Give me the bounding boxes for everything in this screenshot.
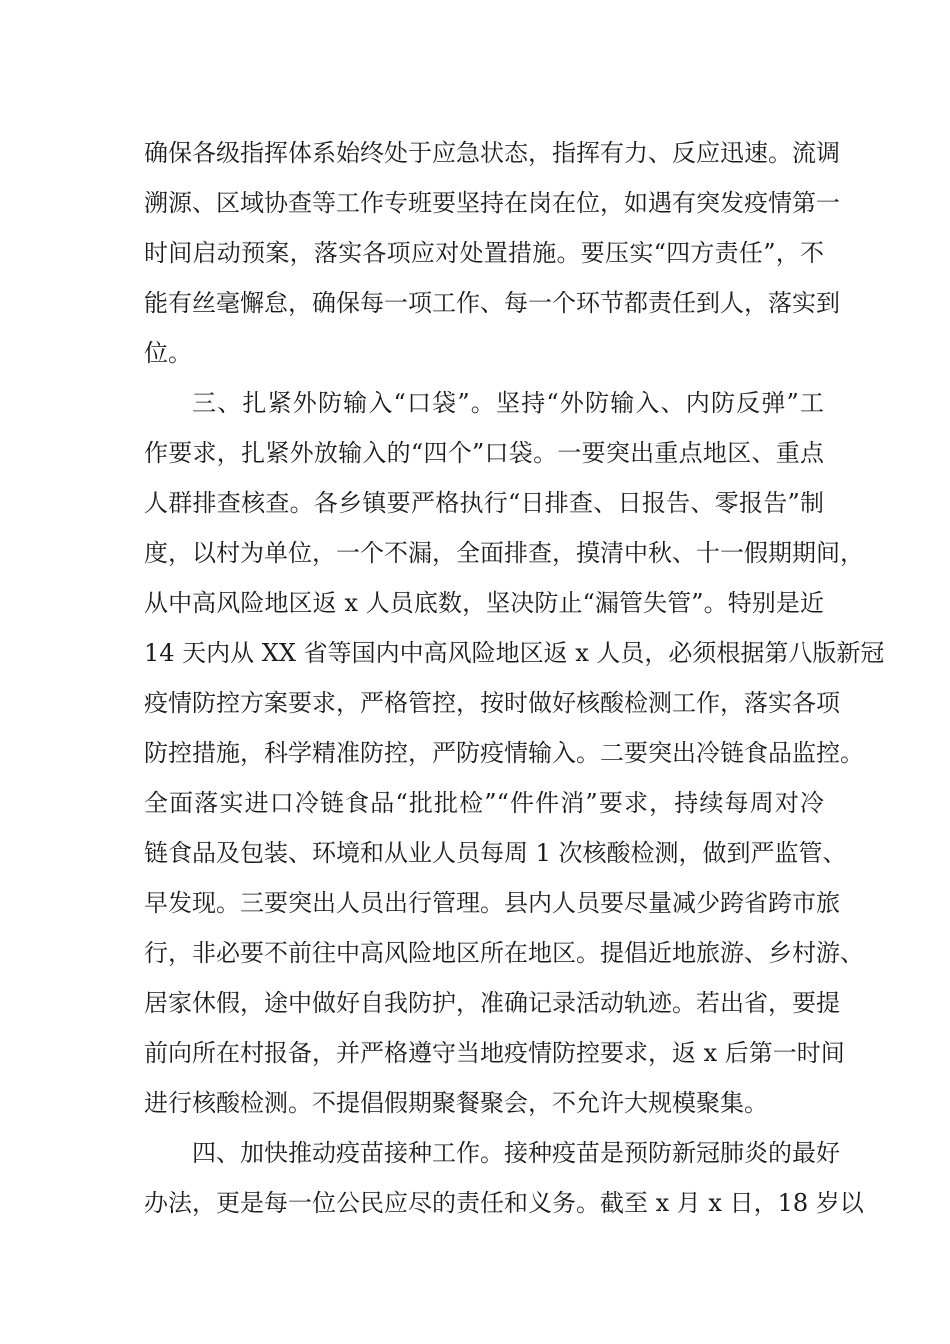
text-line: 前向所在村报备，并严格遵守当地疫情防控要求，返 x 后第一时间 [144, 1039, 845, 1067]
text-line: 度，以村为单位，一个不漏，全面排查，摸清中秋、十一假期期间， [144, 539, 864, 567]
text-line: 办法，更是每一位公民应尽的责任和义务。截至 x 月 x 日，18 岁以 [144, 1189, 864, 1217]
text-line: 14 天内从 XX 省等国内中高风险地区返 x 人员，必须根据第八版新冠 [144, 639, 885, 667]
text-line: 早发现。三要突出人员出行管理。县内人员要尽量减少跨省跨市旅 [144, 889, 840, 917]
text-line: 能有丝毫懈怠，确保每一项工作、每一个环节都责任到人，落实到 [144, 289, 840, 317]
text-line: 作要求，扎紧外放输入的“四个”口袋。一要突出重点地区、重点 [144, 439, 824, 467]
text-line: 疫情防控方案要求，严格管控，按时做好核酸检测工作，落实各项 [144, 689, 840, 717]
text-line: 溯源、区域协查等工作专班要坚持在岗在位，如遇有突发疫情第一 [144, 189, 840, 217]
section-heading-line: 三、扎紧外防输入“口袋”。坚持“外防输入、内防反弹”工 [192, 389, 824, 417]
text-line: 居家休假，途中做好自我防护，准确记录活动轨迹。若出省，要提 [144, 989, 840, 1017]
text-line: 从中高风险地区返 x 人员底数，坚决防止“漏管失管”。特别是近 [144, 589, 824, 617]
section-heading-line: 四、加快推动疫苗接种工作。接种疫苗是预防新冠肺炎的最好 [192, 1139, 840, 1167]
text-line: 确保各级指挥体系始终处于应急状态，指挥有力、反应迅速。流调 [144, 139, 840, 167]
text-line: 全面落实进口冷链食品“批批检”“件件消”要求，持续每周对冷 [144, 789, 824, 817]
text-line: 进行核酸检测。不提倡假期聚餐聚会，不允许大规模聚集。 [144, 1089, 768, 1117]
text-line: 链食品及包装、环境和从业人员每周 1 次核酸检测，做到严监管、 [144, 839, 847, 867]
text-line: 时间启动预案，落实各项应对处置措施。要压实“四方责任”，不 [144, 239, 824, 267]
text-line: 位。 [144, 339, 192, 367]
text-line: 防控措施，科学精准防控，严防疫情输入。二要突出冷链食品监控。 [144, 739, 864, 767]
text-line: 人群排查核查。各乡镇要严格执行“日排查、日报告、零报告”制 [144, 489, 824, 517]
text-line: 行，非必要不前往中高风险地区所在地区。提倡近地旅游、乡村游、 [144, 939, 864, 967]
